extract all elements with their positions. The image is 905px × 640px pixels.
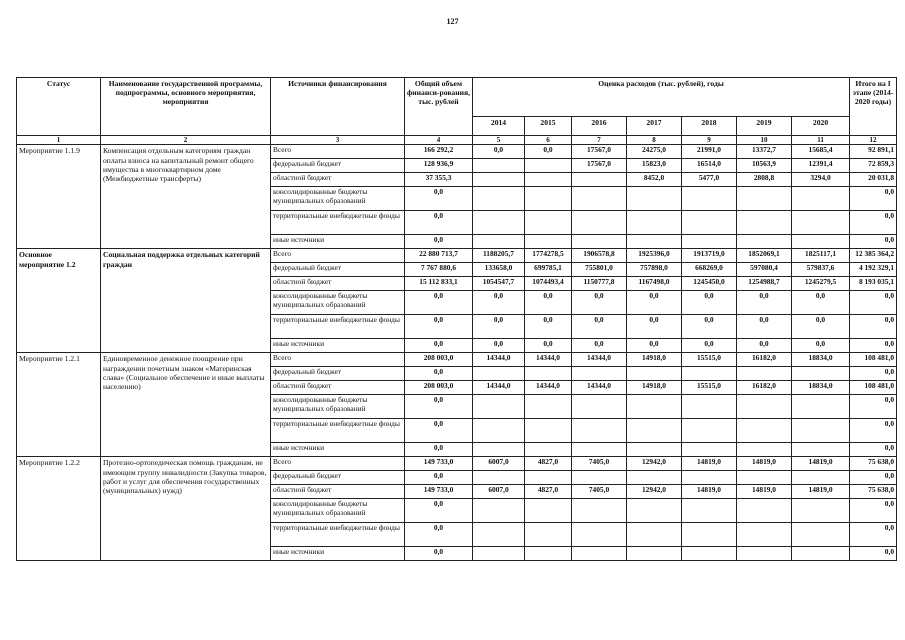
year-amount-2014: 1054547,7	[473, 277, 525, 291]
year-amount-2018: 668269,0	[682, 263, 737, 277]
year-amount-2020	[792, 395, 850, 419]
year-amount-2020	[792, 523, 850, 547]
year-amount-2014: 133658,0	[473, 263, 525, 277]
itogo-amount: 0,0	[850, 443, 897, 457]
funding-source: областной бюджет	[271, 381, 405, 395]
year-amount-2014	[473, 547, 525, 561]
column-number: 1	[17, 136, 101, 145]
total-amount: 0,0	[405, 471, 473, 485]
year-amount-2015	[525, 173, 572, 187]
itogo-amount: 0,0	[850, 291, 897, 315]
itogo-amount: 108 481,0	[850, 353, 897, 367]
column-number: 6	[525, 136, 572, 145]
year-amount-2014	[473, 173, 525, 187]
total-amount: 0,0	[405, 523, 473, 547]
itogo-amount: 0,0	[850, 315, 897, 339]
year-amount-2018	[682, 395, 737, 419]
itogo-amount: 0,0	[850, 499, 897, 523]
year-amount-2018	[682, 367, 737, 381]
year-amount-2019: 13372,7	[737, 145, 792, 159]
total-amount: 0,0	[405, 367, 473, 381]
funding-source: территориальные внебюджетные фонды	[271, 419, 405, 443]
year-amount-2017	[627, 523, 682, 547]
year-amount-2018: 5477,0	[682, 173, 737, 187]
year-amount-2015: 0,0	[525, 339, 572, 353]
year-amount-2020	[792, 235, 850, 249]
header-year-2015: 2015	[525, 117, 572, 136]
total-amount: 15 112 833,1	[405, 277, 473, 291]
funding-source: иные источники	[271, 339, 405, 353]
funding-source: консолидированные бюджеты муниципальных образований	[271, 187, 405, 211]
year-amount-2020	[792, 547, 850, 561]
funding-source: иные источники	[271, 547, 405, 561]
year-amount-2020: 0,0	[792, 315, 850, 339]
year-amount-2016: 0,0	[572, 339, 627, 353]
year-amount-2019: 16182,0	[737, 353, 792, 367]
column-number: 3	[271, 136, 405, 145]
year-amount-2014	[473, 187, 525, 211]
itogo-amount: 0,0	[850, 395, 897, 419]
year-amount-2014	[473, 471, 525, 485]
year-amount-2016	[572, 367, 627, 381]
year-amount-2016	[572, 419, 627, 443]
year-amount-2017: 15823,0	[627, 159, 682, 173]
total-amount: 0,0	[405, 187, 473, 211]
year-amount-2015: 699785,1	[525, 263, 572, 277]
year-amount-2018: 15515,0	[682, 381, 737, 395]
year-amount-2017: 14918,0	[627, 381, 682, 395]
year-amount-2016: 14344,0	[572, 381, 627, 395]
row-program-name: Социальная поддержка отдельных категорий граждан	[101, 249, 271, 353]
column-number: 2	[101, 136, 271, 145]
year-amount-2019	[737, 419, 792, 443]
year-amount-2016	[572, 173, 627, 187]
total-amount: 128 936,9	[405, 159, 473, 173]
itogo-amount: 0,0	[850, 471, 897, 485]
header-itogo: Итого на I этапе (2014-2020 годы)	[850, 78, 897, 136]
funding-source: Всего	[271, 353, 405, 367]
year-amount-2018: 0,0	[682, 339, 737, 353]
financing-table	[16, 77, 897, 561]
year-amount-2019	[737, 187, 792, 211]
year-amount-2017: 1167498,0	[627, 277, 682, 291]
column-number: 8	[627, 136, 682, 145]
year-amount-2019	[737, 443, 792, 457]
year-amount-2020: 12391,4	[792, 159, 850, 173]
year-amount-2018	[682, 419, 737, 443]
itogo-amount: 0,0	[850, 367, 897, 381]
itogo-amount: 0,0	[850, 211, 897, 235]
year-amount-2019: 0,0	[737, 339, 792, 353]
year-amount-2017	[627, 547, 682, 561]
year-amount-2015: 1774278,5	[525, 249, 572, 263]
year-amount-2020	[792, 187, 850, 211]
column-number: 10	[737, 136, 792, 145]
year-amount-2014: 1188205,7	[473, 249, 525, 263]
header-year-2017: 2017	[627, 117, 682, 136]
year-amount-2017: 1925396,0	[627, 249, 682, 263]
funding-source: федеральный бюджет	[271, 367, 405, 381]
total-amount: 166 292,2	[405, 145, 473, 159]
year-amount-2018: 14819,0	[682, 457, 737, 471]
total-amount: 0,0	[405, 443, 473, 457]
table-row	[17, 353, 897, 367]
year-amount-2019	[737, 211, 792, 235]
total-amount: 208 003,0	[405, 381, 473, 395]
total-amount: 7 767 880,6	[405, 263, 473, 277]
funding-source: консолидированные бюджеты муниципальных образований	[271, 395, 405, 419]
year-amount-2014: 0,0	[473, 291, 525, 315]
year-amount-2017	[627, 443, 682, 457]
total-amount: 0,0	[405, 339, 473, 353]
funding-source: областной бюджет	[271, 277, 405, 291]
year-amount-2019	[737, 367, 792, 381]
year-amount-2014: 14344,0	[473, 381, 525, 395]
itogo-amount: 8 193 035,1	[850, 277, 897, 291]
year-amount-2018	[682, 443, 737, 457]
year-amount-2014	[473, 211, 525, 235]
year-amount-2015	[525, 523, 572, 547]
year-amount-2015	[525, 367, 572, 381]
column-number: 9	[682, 136, 737, 145]
funding-source: консолидированные бюджеты муниципальных образований	[271, 499, 405, 523]
total-amount: 0,0	[405, 395, 473, 419]
year-amount-2018: 16514,0	[682, 159, 737, 173]
year-amount-2016: 7405,0	[572, 457, 627, 471]
column-number: 5	[473, 136, 525, 145]
column-number: 4	[405, 136, 473, 145]
header-name: Наименование государственной программы, подпрограммы, основного мероприятия, мероприятия	[101, 78, 271, 136]
year-amount-2020: 1825117,1	[792, 249, 850, 263]
year-amount-2017: 0,0	[627, 291, 682, 315]
year-amount-2015: 0,0	[525, 145, 572, 159]
table-row	[17, 145, 897, 159]
year-amount-2016	[572, 235, 627, 249]
year-amount-2018	[682, 187, 737, 211]
total-amount: 22 880 713,7	[405, 249, 473, 263]
funding-source: областной бюджет	[271, 485, 405, 499]
total-amount: 0,0	[405, 211, 473, 235]
total-amount: 208 003,0	[405, 353, 473, 367]
year-amount-2016	[572, 523, 627, 547]
itogo-amount: 12 385 364,2	[850, 249, 897, 263]
row-program-name: Протезно-ортопедическая помощь гражданам, не имеющим группу инвалидности (Закупка товаров, работ и услуг для обеспечения государственных (муниципальных) нужд)	[101, 457, 271, 561]
year-amount-2017	[627, 187, 682, 211]
year-amount-2015: 14344,0	[525, 381, 572, 395]
year-amount-2017: 24275,0	[627, 145, 682, 159]
table-row	[17, 249, 897, 263]
year-amount-2018	[682, 235, 737, 249]
year-amount-2019	[737, 499, 792, 523]
itogo-amount: 0,0	[850, 419, 897, 443]
year-amount-2014: 0,0	[473, 339, 525, 353]
year-amount-2018	[682, 211, 737, 235]
year-amount-2014: 0,0	[473, 145, 525, 159]
year-amount-2015	[525, 159, 572, 173]
year-amount-2019: 597080,4	[737, 263, 792, 277]
year-amount-2019: 10563,9	[737, 159, 792, 173]
year-amount-2017	[627, 211, 682, 235]
year-amount-2020: 579837,6	[792, 263, 850, 277]
header-status: Статус	[17, 78, 101, 136]
table-row	[17, 457, 897, 471]
year-amount-2015: 1074493,4	[525, 277, 572, 291]
year-amount-2017	[627, 419, 682, 443]
year-amount-2016	[572, 211, 627, 235]
year-amount-2019: 0,0	[737, 291, 792, 315]
year-amount-2016	[572, 187, 627, 211]
year-amount-2020	[792, 499, 850, 523]
header-estimate: Оценка расходов (тыс. рублей), годы	[473, 78, 850, 117]
year-amount-2014	[473, 523, 525, 547]
year-amount-2015	[525, 499, 572, 523]
header-year-2016: 2016	[572, 117, 627, 136]
year-amount-2018: 14819,0	[682, 485, 737, 499]
year-amount-2020: 18834,0	[792, 353, 850, 367]
year-amount-2015	[525, 211, 572, 235]
year-amount-2014: 14344,0	[473, 353, 525, 367]
funding-source: территориальные внебюджетные фонды	[271, 315, 405, 339]
funding-source: консолидированные бюджеты муниципальных образований	[271, 291, 405, 315]
funding-source: федеральный бюджет	[271, 159, 405, 173]
year-amount-2017: 757898,0	[627, 263, 682, 277]
itogo-amount: 0,0	[850, 523, 897, 547]
year-amount-2016: 1906578,8	[572, 249, 627, 263]
total-amount: 0,0	[405, 235, 473, 249]
total-amount: 0,0	[405, 315, 473, 339]
year-amount-2015	[525, 547, 572, 561]
year-amount-2020: 0,0	[792, 339, 850, 353]
year-amount-2014: 0,0	[473, 315, 525, 339]
year-amount-2016	[572, 443, 627, 457]
header-sources: Источники финансирования	[271, 78, 405, 136]
column-number: 11	[792, 136, 850, 145]
total-amount: 149 733,0	[405, 485, 473, 499]
year-amount-2020	[792, 211, 850, 235]
year-amount-2015	[525, 187, 572, 211]
year-amount-2015: 0,0	[525, 315, 572, 339]
year-amount-2015: 14344,0	[525, 353, 572, 367]
year-amount-2014	[473, 419, 525, 443]
year-amount-2015	[525, 443, 572, 457]
funding-source: федеральный бюджет	[271, 471, 405, 485]
row-status: Мероприятие 1.1.9	[17, 145, 101, 249]
year-amount-2018: 0,0	[682, 315, 737, 339]
header-year-2020: 2020	[792, 117, 850, 136]
year-amount-2017: 0,0	[627, 315, 682, 339]
row-status: Мероприятие 1.2.1	[17, 353, 101, 457]
year-amount-2014	[473, 499, 525, 523]
year-amount-2019	[737, 547, 792, 561]
year-amount-2018	[682, 499, 737, 523]
itogo-amount: 0,0	[850, 187, 897, 211]
funding-source: Всего	[271, 145, 405, 159]
year-amount-2015	[525, 419, 572, 443]
year-amount-2020	[792, 419, 850, 443]
year-amount-2019: 16182,0	[737, 381, 792, 395]
year-amount-2014: 6007,0	[473, 485, 525, 499]
year-amount-2019	[737, 523, 792, 547]
itogo-amount: 20 031,8	[850, 173, 897, 187]
year-amount-2016	[572, 471, 627, 485]
row-program-name: Компенсация отдельным категориям граждан оплаты взноса на капитальный ремонт общего имущества в многоквартирном доме (Межбюджетные трансферты)	[101, 145, 271, 249]
header-total: Общий объем финанси-рования, тыс. рублей	[405, 78, 473, 136]
year-amount-2017	[627, 395, 682, 419]
total-amount: 37 355,3	[405, 173, 473, 187]
itogo-amount: 108 481,0	[850, 381, 897, 395]
year-amount-2020	[792, 471, 850, 485]
year-amount-2019: 1254988,7	[737, 277, 792, 291]
year-amount-2015: 4827,0	[525, 457, 572, 471]
itogo-amount: 75 638,0	[850, 485, 897, 499]
year-amount-2019: 0,0	[737, 315, 792, 339]
funding-source: Всего	[271, 457, 405, 471]
row-program-name: Единовременное денежное поощрение при награждении почетным знаком «Материнская слава» (Социальное обеспечение и иные выплаты населению)	[101, 353, 271, 457]
year-amount-2018	[682, 523, 737, 547]
year-amount-2018	[682, 547, 737, 561]
year-amount-2019	[737, 395, 792, 419]
year-amount-2020: 1245279,5	[792, 277, 850, 291]
year-amount-2019: 1852069,1	[737, 249, 792, 263]
year-amount-2016: 0,0	[572, 315, 627, 339]
funding-source: Всего	[271, 249, 405, 263]
total-amount: 0,0	[405, 291, 473, 315]
year-amount-2014	[473, 443, 525, 457]
itogo-amount: 72 859,3	[850, 159, 897, 173]
year-amount-2016: 17567,0	[572, 145, 627, 159]
year-amount-2017: 12942,0	[627, 457, 682, 471]
page-number: 127	[446, 17, 459, 26]
year-amount-2018: 1913719,0	[682, 249, 737, 263]
funding-source: иные источники	[271, 443, 405, 457]
year-amount-2017	[627, 499, 682, 523]
year-amount-2019: 2808,8	[737, 173, 792, 187]
year-amount-2020: 14819,0	[792, 485, 850, 499]
column-number: 7	[572, 136, 627, 145]
year-amount-2016	[572, 547, 627, 561]
funding-source: территориальные внебюджетные фонды	[271, 211, 405, 235]
header-year-2014: 2014	[473, 117, 525, 136]
year-amount-2015: 0,0	[525, 291, 572, 315]
year-amount-2020: 15685,4	[792, 145, 850, 159]
year-amount-2018: 21991,0	[682, 145, 737, 159]
year-amount-2020: 14819,0	[792, 457, 850, 471]
year-amount-2015	[525, 235, 572, 249]
row-status: Мероприятие 1.2.2	[17, 457, 101, 561]
year-amount-2017: 12942,0	[627, 485, 682, 499]
year-amount-2015	[525, 395, 572, 419]
year-amount-2016: 0,0	[572, 291, 627, 315]
year-amount-2019: 14819,0	[737, 457, 792, 471]
year-amount-2020: 0,0	[792, 291, 850, 315]
year-amount-2017: 8452,0	[627, 173, 682, 187]
year-amount-2016	[572, 499, 627, 523]
year-amount-2016: 7405,0	[572, 485, 627, 499]
year-amount-2018	[682, 471, 737, 485]
itogo-amount: 0,0	[850, 339, 897, 353]
funding-source: территориальные внебюджетные фонды	[271, 523, 405, 547]
header-year-2018: 2018	[682, 117, 737, 136]
itogo-amount: 92 891,1	[850, 145, 897, 159]
year-amount-2019	[737, 235, 792, 249]
year-amount-2019	[737, 471, 792, 485]
year-amount-2016	[572, 395, 627, 419]
year-amount-2017	[627, 235, 682, 249]
row-status: Основное мероприятие 1.2	[17, 249, 101, 353]
year-amount-2020	[792, 367, 850, 381]
year-amount-2020: 3294,0	[792, 173, 850, 187]
funding-source: областной бюджет	[271, 173, 405, 187]
year-amount-2017	[627, 367, 682, 381]
header-year-2019: 2019	[737, 117, 792, 136]
year-amount-2017: 0,0	[627, 339, 682, 353]
year-amount-2014	[473, 159, 525, 173]
year-amount-2020	[792, 443, 850, 457]
year-amount-2017: 14918,0	[627, 353, 682, 367]
total-amount: 149 733,0	[405, 457, 473, 471]
column-number: 12	[850, 136, 897, 145]
itogo-amount: 0,0	[850, 547, 897, 561]
year-amount-2020: 18834,0	[792, 381, 850, 395]
year-amount-2018: 15515,0	[682, 353, 737, 367]
total-amount: 0,0	[405, 419, 473, 443]
funding-source: федеральный бюджет	[271, 263, 405, 277]
year-amount-2018: 0,0	[682, 291, 737, 315]
total-amount: 0,0	[405, 547, 473, 561]
year-amount-2014	[473, 367, 525, 381]
itogo-amount: 4 192 329,1	[850, 263, 897, 277]
itogo-amount: 75 638,0	[850, 457, 897, 471]
year-amount-2015: 4827,0	[525, 485, 572, 499]
year-amount-2016: 17567,0	[572, 159, 627, 173]
year-amount-2014	[473, 395, 525, 419]
year-amount-2019: 14819,0	[737, 485, 792, 499]
year-amount-2015	[525, 471, 572, 485]
funding-source: иные источники	[271, 235, 405, 249]
year-amount-2016: 14344,0	[572, 353, 627, 367]
itogo-amount: 0,0	[850, 235, 897, 249]
year-amount-2018: 1245450,0	[682, 277, 737, 291]
total-amount: 0,0	[405, 499, 473, 523]
year-amount-2017	[627, 471, 682, 485]
year-amount-2016: 755801,0	[572, 263, 627, 277]
year-amount-2014: 6007,0	[473, 457, 525, 471]
year-amount-2014	[473, 235, 525, 249]
year-amount-2016: 1150777,8	[572, 277, 627, 291]
